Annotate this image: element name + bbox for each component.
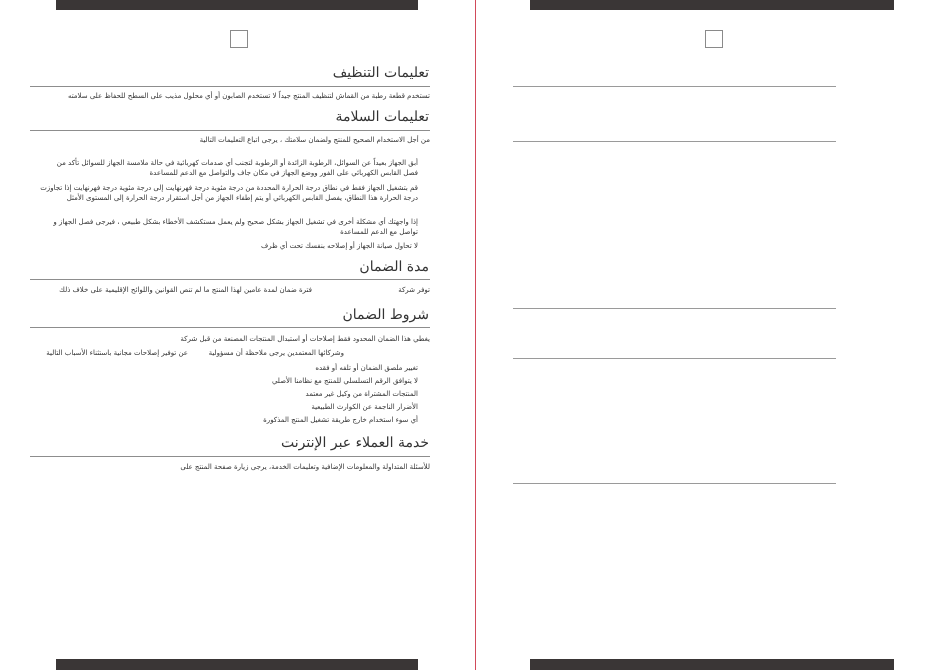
warranty-exclusion-item: تغيير ملصق الضمان أو تلفه أو فقده (315, 364, 418, 372)
cleaning-text: تستخدم قطعة رطبة من القماش لتنظيف المنتج جيداً لا تستخدم الصابون أو أي محلول مذيب على السطح للحفاظ على سلامته (67, 92, 430, 100)
warranty-terms-line2-b: عن توفير إصلاحات مجانية باستثناء الأسباب التالية (46, 349, 188, 357)
left-page-bottom-bar (56, 659, 418, 670)
right-page-rule (513, 358, 836, 359)
warranty-terms-intro: يغطي هذا الضمان المحدود فقط إصلاحات أو استبدال المنتجات المصنعة من قبل شركة (180, 335, 430, 343)
section-rule-safety (30, 130, 430, 131)
section-title-warranty-period: مدة الضمان (359, 259, 429, 275)
warranty-exclusion-item: المنتجات المشتراة من وكيل غير معتمد (305, 390, 418, 398)
safety-item: قم بتشغيل الجهاز فقط في نطاق درجة الحرارة المحددة من درجة مئوية درجة فهرنهايت إلى درجة مئوية درجة فهرنهايت إذا تجاوزت درجة الحرارة هذا النطاق، يفصل القابس الكهربائي أو يتم إطفاء الجهاز من أجل استقرار درجة الحرارة إلى المستوى الأمثل (40, 184, 418, 202)
section-title-cleaning: تعليمات التنظيف (332, 65, 429, 81)
right-page-bottom-bar (530, 659, 894, 670)
right-page-placeholder-box (705, 30, 723, 48)
right-page-top-bar (530, 0, 894, 10)
left-page-top-bar (56, 0, 418, 10)
online-service-text: للأسئلة المتداولة والمعلومات الإضافية وتعليمات الخدمة، يرجى زيارة صفحة المنتج على (180, 463, 430, 471)
warranty-exclusion-item: لا يتوافق الرقم التسلسلي للمنتج مع نظامنا الأصلي (271, 377, 418, 385)
safety-item: لا تحاول صيانة الجهاز أو إصلاحه بنفسك تحت أي ظرف (261, 242, 418, 250)
left-page-placeholder-box (230, 30, 248, 48)
section-rule-online-service (30, 456, 430, 457)
right-page-rule (513, 483, 836, 484)
warranty-exclusion-item: أي سوء استخدام خارج طريقة تشغيل المنتج المذكورة (263, 416, 418, 424)
warranty-period-text-b: فترة ضمان لمدة عامين لهذا المنتج ما لم تنص القوانين واللوائح الإقليمية على خلاف ذلك (59, 286, 312, 294)
section-rule-warranty-period (30, 279, 430, 280)
safety-item: أبق الجهاز بعيداً عن السوائل، الرطوبة الزائدة أو الرطوبة لتجنب أي صدمات كهربائية في حالة ملامسة الجهاز للسوائل تأكد من فصل القابس الكهربائي على الفور ووضع الجهاز في مكان جاف والتواصل مع الدعم للمساعدة (56, 159, 418, 177)
section-rule-warranty-terms (30, 327, 430, 328)
warranty-exclusion-item: الأضرار الناجمة عن الكوارث الطبيعية (311, 403, 418, 411)
right-page-rule (513, 308, 836, 309)
right-page-rule (513, 86, 836, 87)
section-title-warranty-terms: شروط الضمان (342, 307, 429, 323)
section-rule-cleaning (30, 86, 430, 87)
safety-item: إذا واجهتك أي مشكلة أخرى في تشغيل الجهاز بشكل صحيح ولم يعمل مستكشف الأخطاء بشكل طبيعي ، فيرجى فصل الجهاز و تواصل مع الدعم للمساعدة (53, 218, 418, 236)
page-divider (475, 0, 476, 670)
warranty-terms-line2-a: وشركائها المعتمدين يرجى ملاحظة أن مسؤولية (208, 349, 344, 357)
safety-intro: من أجل الاستخدام الصحيح للمنتج ولضمان سلامتك ، يرجى اتباع التعليمات التالية (199, 136, 430, 144)
right-page-rule (513, 141, 836, 142)
warranty-period-text-a: توفر شركة (398, 286, 430, 294)
section-title-safety: تعليمات السلامة (335, 109, 429, 125)
section-title-online-service: خدمة العملاء عبر الإنترنت (281, 435, 429, 451)
